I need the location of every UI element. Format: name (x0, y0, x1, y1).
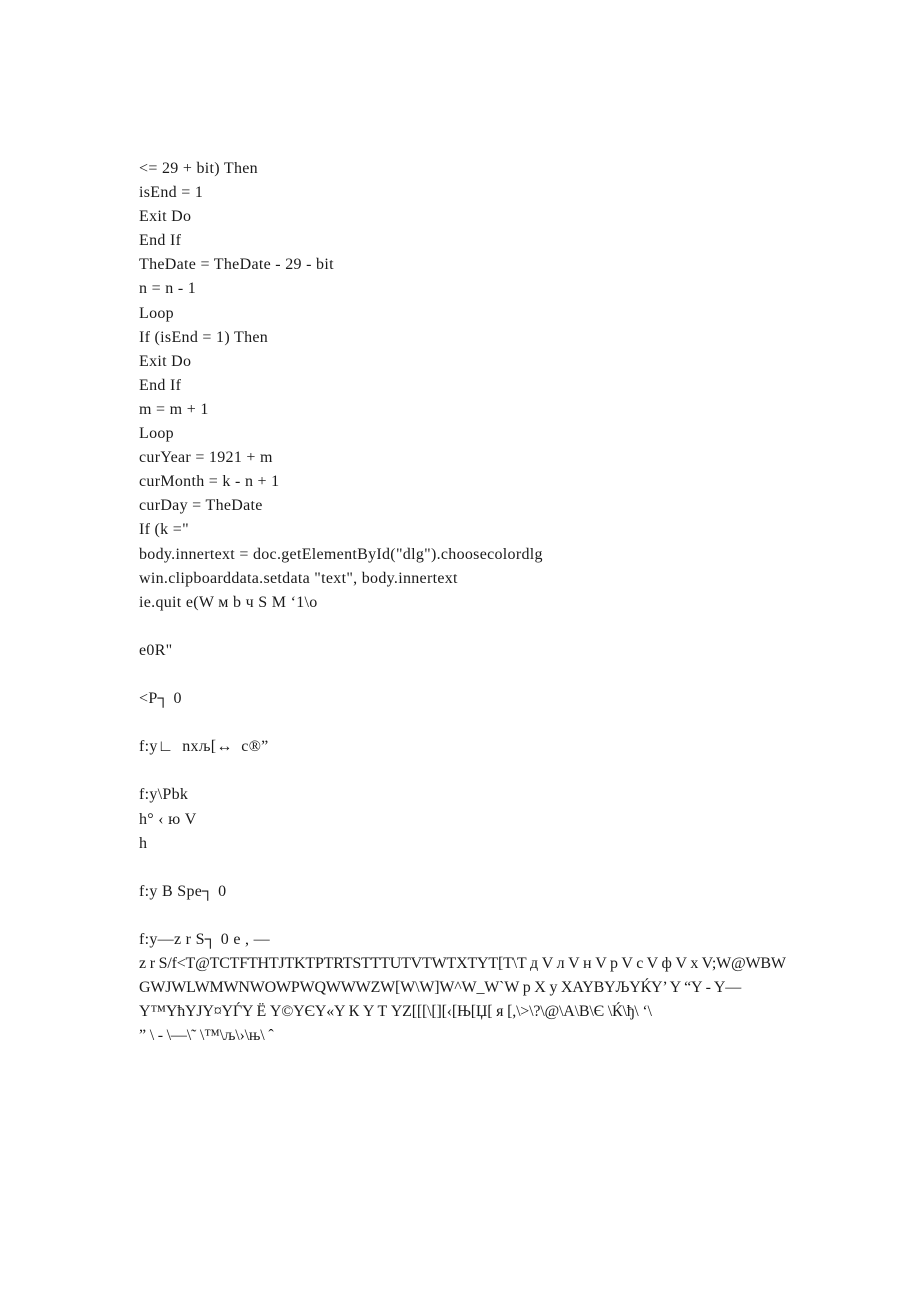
text-line: f:y∟ nxљ[↔ c®” (139, 738, 269, 756)
blank-line (139, 904, 839, 928)
text-line: Loop (139, 425, 174, 443)
text-line: e0R" (139, 641, 173, 659)
text-line: Exit Do (139, 352, 192, 370)
text-line: win.clipboarddata.setdata "text", body.innertext (139, 569, 458, 587)
blank-line (139, 856, 839, 880)
text-line: h (139, 834, 148, 852)
text-line: <P┐ 0 (139, 690, 182, 708)
text-line: z r S/f<T@TCTFTHTJTKTPTRTSTTTUTVTWTXTYT[T\T д V л V н V p V c V ф V x V;W@WBW (139, 955, 786, 973)
text-line: GWJWLWMWNWOWPWQWWWZW[W\W]W^W_W`W p X y XAYBYЉYЌY’ Y “Y - Y— (139, 979, 742, 997)
text-line: TheDate = TheDate - 29 - bit (139, 256, 334, 274)
text-line: <= 29 + bit) Then (139, 160, 258, 177)
text-line: If (k =" (139, 521, 189, 539)
blank-line (139, 663, 839, 687)
text-line: body.innertext = doc.getElementById("dlg").choosecolordlg (139, 545, 543, 563)
text-line: m = m + 1 (139, 400, 209, 418)
text-line: Exit Do (139, 208, 192, 226)
text-line: f:y—z r S┐ 0 e , — (139, 931, 270, 948)
text-line: f:y B Spe┐ 0 (139, 882, 227, 900)
text-line: Loop (139, 304, 174, 322)
code-text-block (139, 157, 839, 1048)
text-line: If (isEnd = 1) Then (139, 328, 269, 346)
text-line: Y™YћYЈY¤YЃY Ё Y©YЄY«Y К Y Т YZ[[[\[][‹[Њ[Џ[ я [,\>\?\@\A\B\Є \Ќ\ђ\ ‘\ (139, 1003, 652, 1021)
text-line: isEnd = 1 (139, 184, 204, 202)
text-line: n = n - 1 (139, 280, 197, 298)
text-line: f:y\Pbk (139, 786, 189, 804)
text-line: curMonth = k - n + 1 (139, 473, 280, 491)
blank-line (139, 759, 839, 783)
text-line: curYear = 1921 + m (139, 449, 273, 467)
blank-line (139, 711, 839, 735)
text-line: curDay = TheDate (139, 497, 263, 515)
text-line: End If (139, 232, 182, 250)
text-line: ” \ - \—\˜ \™\љ\›\њ\ ˆ (139, 1027, 274, 1045)
text-line: ie.quit e(W м b ч S M ‘1\o (139, 593, 318, 611)
text-line: End If (139, 376, 182, 394)
text-line: h° ‹ ю V (139, 810, 197, 828)
blank-line (139, 615, 839, 639)
